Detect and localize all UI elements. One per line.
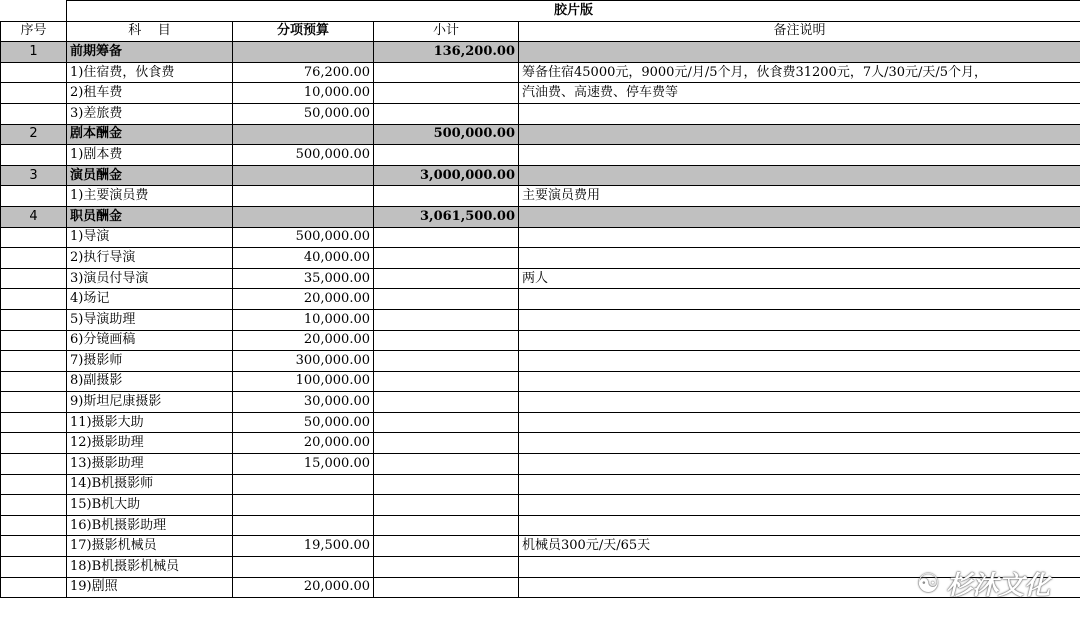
item-budget-cell <box>233 206 374 227</box>
item-amount: 300,000.00 <box>233 351 374 372</box>
subtotal-cell <box>374 227 519 248</box>
item-amount: 15,000.00 <box>233 454 374 475</box>
note-cell <box>519 433 1080 454</box>
item-row <box>1 62 1080 83</box>
item-amount: 20,000.00 <box>233 289 374 310</box>
item-index <box>1 536 67 557</box>
item-amount: 100,000.00 <box>233 371 374 392</box>
subtotal-cell <box>374 495 519 516</box>
item-name: 4)场记 <box>67 289 233 310</box>
item-row <box>1 474 1080 495</box>
item-index <box>1 248 67 269</box>
subtotal-cell <box>374 309 519 330</box>
item-amount: 19,500.00 <box>233 536 374 557</box>
note-cell: 两人 <box>519 268 1080 289</box>
note-cell: 汽油费、高速费、停车费等 <box>519 83 1080 104</box>
note-cell <box>519 351 1080 372</box>
item-index <box>1 83 67 104</box>
item-row <box>1 412 1080 433</box>
note-cell <box>519 248 1080 269</box>
subtotal-cell <box>374 557 519 578</box>
item-name: 7)摄影师 <box>67 351 233 372</box>
subtotal-cell <box>374 145 519 166</box>
item-amount <box>233 495 374 516</box>
item-row <box>1 515 1080 536</box>
header-index: 序号 <box>1 21 67 42</box>
item-row <box>1 103 1080 124</box>
item-name: 1)主要演员费 <box>67 186 233 207</box>
item-name: 2)执行导演 <box>67 248 233 269</box>
section-index: 1 <box>1 42 67 63</box>
item-name: 17)摄影机械员 <box>67 536 233 557</box>
item-amount: 50,000.00 <box>233 103 374 124</box>
item-name: 1)住宿费，伙食费 <box>67 62 233 83</box>
item-index <box>1 392 67 413</box>
item-index <box>1 474 67 495</box>
item-index <box>1 62 67 83</box>
subtotal-cell <box>374 577 519 598</box>
item-row <box>1 495 1080 516</box>
note-cell <box>519 165 1080 186</box>
note-cell <box>519 227 1080 248</box>
subtotal-cell <box>374 412 519 433</box>
item-name: 19)剧照 <box>67 577 233 598</box>
section-name: 剧本酬金 <box>67 124 233 145</box>
item-row <box>1 268 1080 289</box>
item-name: 15)B机大助 <box>67 495 233 516</box>
item-name: 13)摄影助理 <box>67 454 233 475</box>
note-cell <box>519 515 1080 536</box>
item-row <box>1 83 1080 104</box>
item-index <box>1 412 67 433</box>
item-name: 3)演员付导演 <box>67 268 233 289</box>
item-row <box>1 248 1080 269</box>
note-cell: 主要演员费用 <box>519 186 1080 207</box>
section-index: 2 <box>1 124 67 145</box>
blank-cell <box>1 1 67 22</box>
item-index <box>1 515 67 536</box>
section-index: 4 <box>1 206 67 227</box>
item-amount: 20,000.00 <box>233 330 374 351</box>
item-index <box>1 495 67 516</box>
item-amount: 35,000.00 <box>233 268 374 289</box>
note-cell <box>519 392 1080 413</box>
item-index <box>1 371 67 392</box>
item-row <box>1 371 1080 392</box>
subtotal-cell <box>374 83 519 104</box>
section-row <box>1 42 1080 63</box>
item-row <box>1 392 1080 413</box>
subtotal-cell: 3,061,500.00 <box>374 206 519 227</box>
subtotal-cell <box>374 474 519 495</box>
item-name: 18)B机摄影机械员 <box>67 557 233 578</box>
item-index <box>1 227 67 248</box>
item-name: 14)B机摄影师 <box>67 474 233 495</box>
watermark-text: 杉沐文化 <box>945 571 1050 601</box>
item-name: 11)摄影大助 <box>67 412 233 433</box>
subtotal-cell <box>374 433 519 454</box>
item-amount <box>233 515 374 536</box>
subtotal-cell <box>374 515 519 536</box>
note-cell <box>519 145 1080 166</box>
item-row <box>1 227 1080 248</box>
subtotal-cell: 500,000.00 <box>374 124 519 145</box>
item-row <box>1 454 1080 475</box>
note-cell: 机械员300元/天/65天 <box>519 536 1080 557</box>
item-index <box>1 186 67 207</box>
item-index <box>1 289 67 310</box>
item-budget-cell <box>233 165 374 186</box>
subtotal-cell <box>374 536 519 557</box>
item-name: 1)剧本费 <box>67 145 233 166</box>
item-index <box>1 330 67 351</box>
item-index <box>1 557 67 578</box>
item-name: 8)副摄影 <box>67 371 233 392</box>
item-amount: 20,000.00 <box>233 577 374 598</box>
item-row <box>1 309 1080 330</box>
item-index <box>1 577 67 598</box>
item-amount <box>233 474 374 495</box>
item-amount: 50,000.00 <box>233 412 374 433</box>
note-cell <box>519 289 1080 310</box>
subtotal-cell <box>374 103 519 124</box>
note-cell: 筹备住宿45000元，9000元/月/5个月，伙食费31200元，7人/30元/天/5个月， <box>519 62 1080 83</box>
item-name: 9)斯坦尼康摄影 <box>67 392 233 413</box>
item-amount: 30,000.00 <box>233 392 374 413</box>
item-index <box>1 268 67 289</box>
header-subtotal: 小计 <box>374 21 519 42</box>
header-row <box>1 21 1080 42</box>
item-budget-cell <box>233 124 374 145</box>
wechat-icon: ☯ <box>916 568 940 599</box>
item-row <box>1 145 1080 166</box>
note-cell <box>519 474 1080 495</box>
item-row <box>1 433 1080 454</box>
item-name: 12)摄影助理 <box>67 433 233 454</box>
subtotal-cell <box>374 268 519 289</box>
section-row <box>1 124 1080 145</box>
item-amount: 20,000.00 <box>233 433 374 454</box>
item-amount <box>233 557 374 578</box>
note-cell <box>519 495 1080 516</box>
item-index <box>1 145 67 166</box>
note-cell <box>519 103 1080 124</box>
note-cell <box>519 124 1080 145</box>
subtotal-cell: 136,200.00 <box>374 42 519 63</box>
header-subject: 科 目 <box>67 21 233 42</box>
item-amount: 10,000.00 <box>233 309 374 330</box>
item-name: 2)租车费 <box>67 83 233 104</box>
note-cell <box>519 330 1080 351</box>
section-row <box>1 165 1080 186</box>
subtotal-cell <box>374 454 519 475</box>
item-name: 6)分镜画稿 <box>67 330 233 351</box>
subtotal-cell <box>374 248 519 269</box>
item-row <box>1 536 1080 557</box>
header-notes: 备注说明 <box>519 21 1080 42</box>
subtotal-cell <box>374 371 519 392</box>
item-index <box>1 103 67 124</box>
section-name: 前期筹备 <box>67 42 233 63</box>
item-name: 5)导演助理 <box>67 309 233 330</box>
item-amount: 40,000.00 <box>233 248 374 269</box>
note-cell <box>519 412 1080 433</box>
item-row <box>1 186 1080 207</box>
header-item-budget: 分项预算 <box>233 21 374 42</box>
item-amount: 76,200.00 <box>233 62 374 83</box>
subtotal-cell: 3,000,000.00 <box>374 165 519 186</box>
subtotal-cell <box>374 62 519 83</box>
item-name: 3)差旅费 <box>67 103 233 124</box>
item-index <box>1 454 67 475</box>
note-cell <box>519 454 1080 475</box>
item-index <box>1 309 67 330</box>
item-amount <box>233 186 374 207</box>
subtotal-cell <box>374 186 519 207</box>
note-cell <box>519 371 1080 392</box>
item-name: 1)导演 <box>67 227 233 248</box>
item-row <box>1 351 1080 372</box>
item-amount: 10,000.00 <box>233 83 374 104</box>
item-amount: 500,000.00 <box>233 227 374 248</box>
item-index <box>1 351 67 372</box>
subtotal-cell <box>374 289 519 310</box>
watermark <box>917 565 1050 602</box>
title-row <box>1 1 1080 22</box>
item-row <box>1 330 1080 351</box>
section-name: 演员酬金 <box>67 165 233 186</box>
subtotal-cell <box>374 392 519 413</box>
item-budget-cell <box>233 42 374 63</box>
section-name: 职员酬金 <box>67 206 233 227</box>
note-cell <box>519 309 1080 330</box>
sheet-title: 胶片版 <box>67 1 1080 22</box>
item-row <box>1 289 1080 310</box>
subtotal-cell <box>374 351 519 372</box>
item-index <box>1 433 67 454</box>
section-row <box>1 206 1080 227</box>
section-index: 3 <box>1 165 67 186</box>
note-cell <box>519 42 1080 63</box>
note-cell <box>519 206 1080 227</box>
item-amount: 500,000.00 <box>233 145 374 166</box>
item-name: 16)B机摄影助理 <box>67 515 233 536</box>
subtotal-cell <box>374 330 519 351</box>
